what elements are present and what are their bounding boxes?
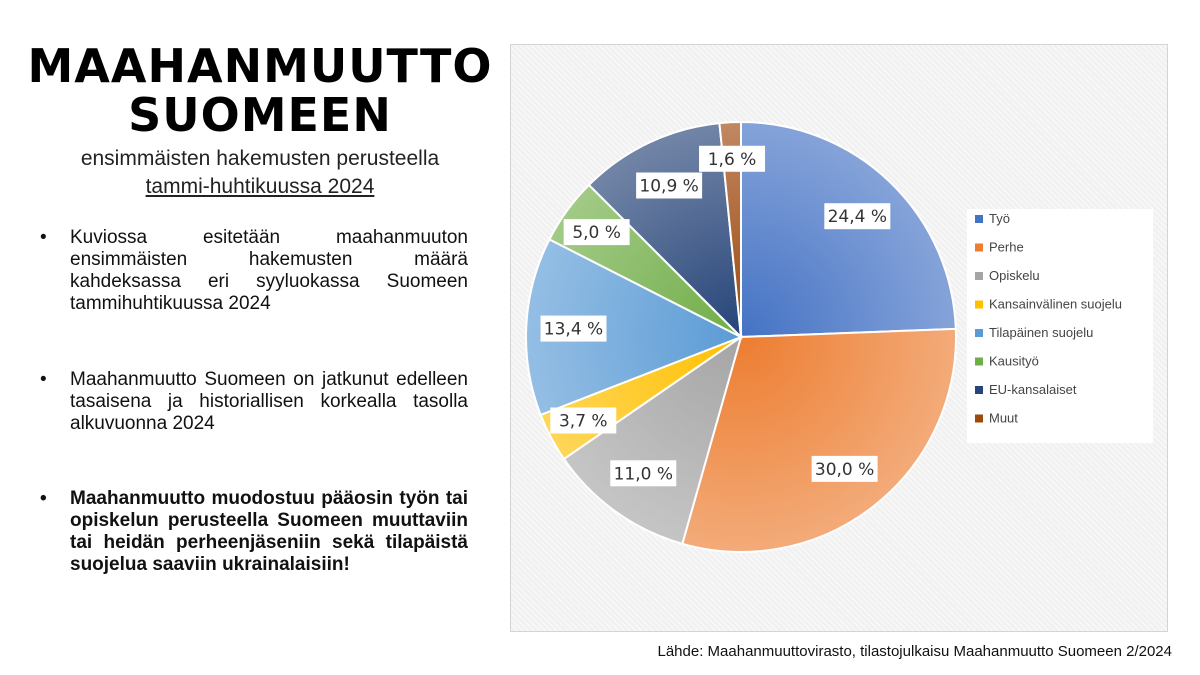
data-label: 11,0 % [613, 464, 673, 485]
legend-swatch [975, 215, 983, 223]
bullet-item [38, 369, 468, 435]
data-label: 10,9 % [639, 176, 699, 197]
legend-label: Työ [989, 211, 1010, 226]
bullet-text: Kuviossa esitetään maahanmuuton ensimmäisten hakemusten määrä kahdeksassa eri syyluokassa Suomeen tammihuhtikuussa 2024 [70, 227, 468, 314]
legend-label: Opiskelu [989, 268, 1040, 283]
legend-label: Muut [989, 410, 1018, 426]
title-line-1: MAAHANMUUTTO [27, 39, 493, 93]
legend-label: Tilapäinen suojelu [989, 325, 1094, 340]
bullet-text: Maahanmuutto Suomeen on jatkunut edelleen tasaisena ja historiallisen korkealla tasolla alkuvuonna 2024 [70, 369, 468, 434]
data-label: 30,0 % [814, 459, 875, 480]
subtitle-line-1: ensimmäisten hakemusten perusteella [80, 147, 440, 170]
subtitle-line-2: tammi-huhtikuussa 2024 [145, 175, 375, 198]
page-title [20, 39, 500, 142]
pie-chart [511, 45, 1167, 631]
legend-swatch [975, 358, 983, 366]
bullet-list [38, 227, 468, 576]
legend-swatch [975, 272, 983, 280]
legend-label: Kansainvälinen suojelu [989, 296, 1122, 312]
legend-swatch [975, 301, 983, 309]
data-label: 5,0 % [572, 223, 621, 244]
legend-label: Perhe [989, 239, 1024, 255]
bullet-text: Maahanmuutto muodostuu pääosin työn tai opiskelun perusteella Suomeen muuttaviin tai heidän perheenjäseniin sekä tilapäistä suojelua saaviin ukrainalaisiin! [70, 488, 468, 575]
legend-swatch [975, 386, 983, 394]
bullet-marker: • [40, 369, 47, 390]
data-label: 13,4 % [543, 319, 604, 340]
bullet-marker: • [40, 227, 47, 248]
legend-label: Kausityö [989, 353, 1039, 369]
pie-slice [741, 122, 956, 337]
bullet-marker: • [40, 488, 47, 509]
data-label: 1,6 % [707, 149, 757, 170]
legend-swatch [975, 244, 983, 252]
bullet-item [38, 227, 468, 315]
data-label: 3,7 % [558, 411, 608, 432]
source-note: Lähde: Maahanmuuttovirasto, tilastojulkaisu Maahanmuutto Suomeen 2/2024 [657, 643, 1172, 660]
legend-swatch [975, 415, 983, 423]
title-line-2: SUOMEEN [128, 88, 392, 142]
legend-swatch [975, 329, 983, 337]
legend-label: EU-kansalaiset [989, 382, 1077, 397]
subtitle [20, 145, 500, 201]
bullet-item [38, 488, 468, 576]
data-label: 24,4 % [827, 207, 888, 228]
pie-chart-area [510, 44, 1168, 632]
